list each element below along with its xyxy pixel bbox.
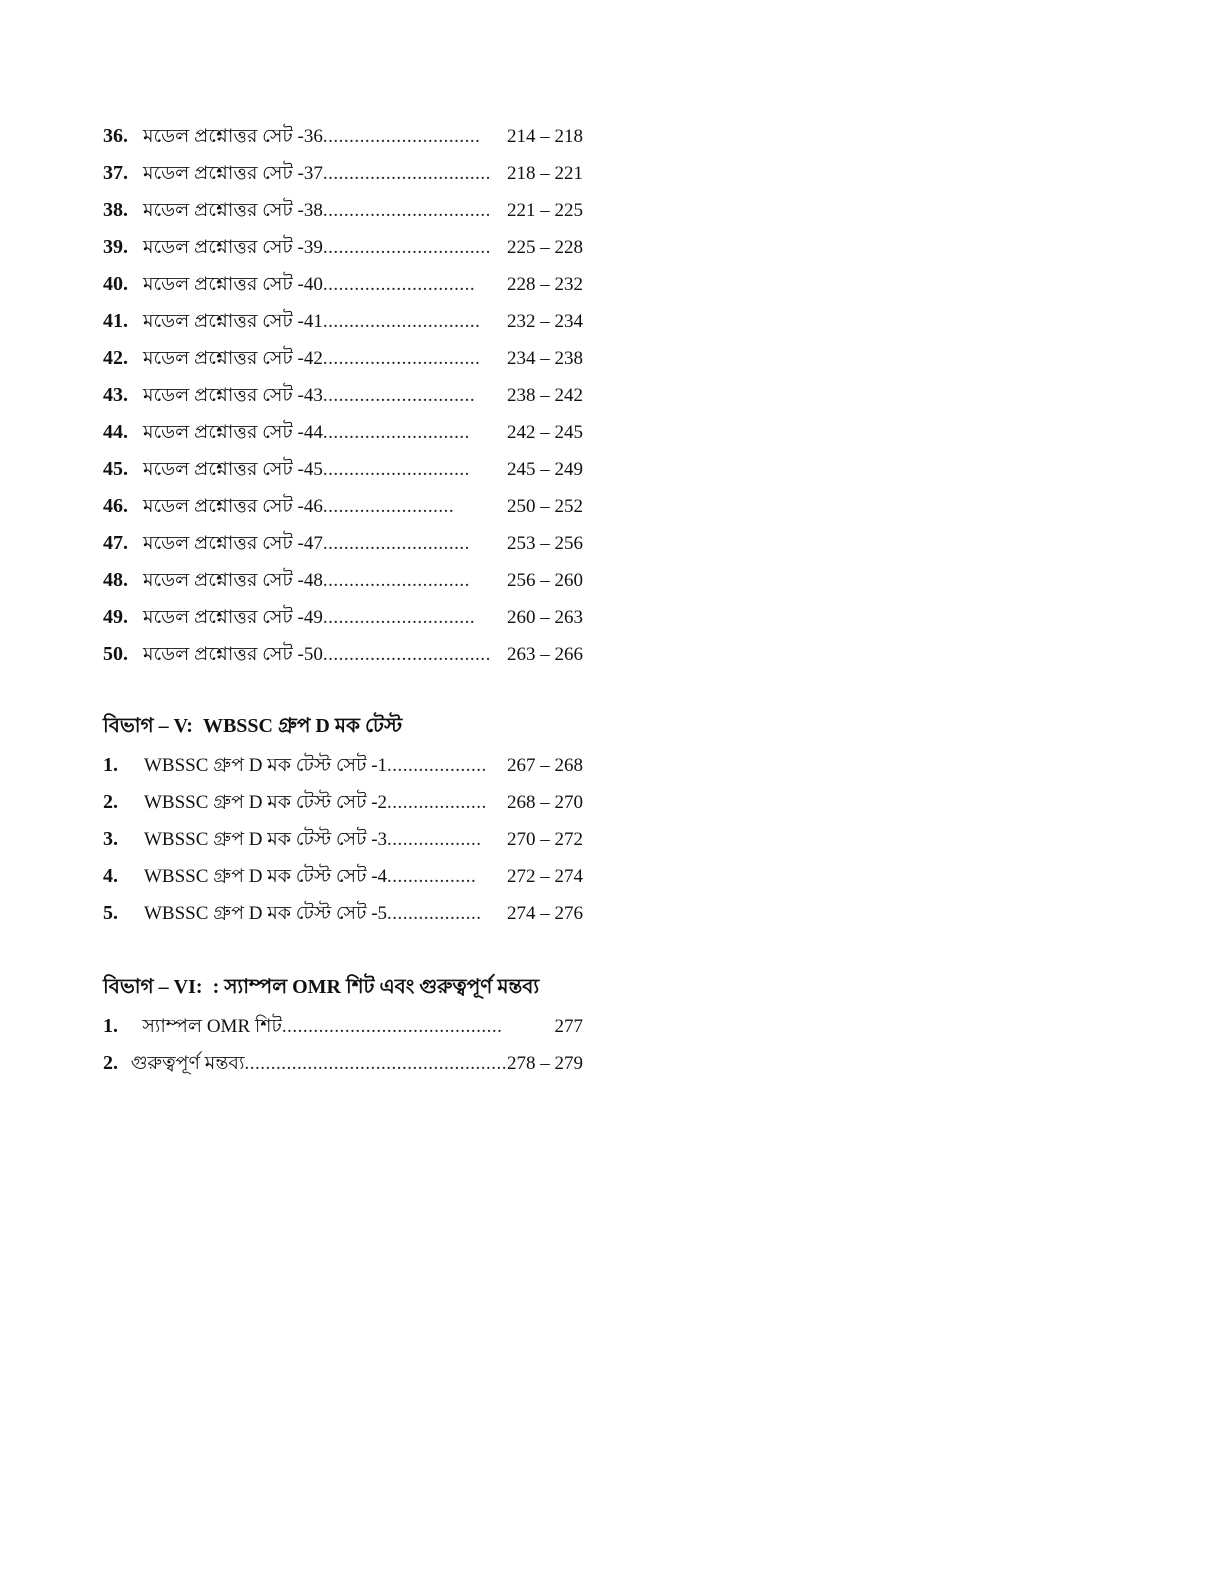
toc-entry — [103, 862, 583, 899]
toc-entry — [103, 122, 583, 159]
entry-title: স্যাম্পল OMR শিট — [142, 1016, 282, 1037]
entry-number: 45. — [103, 458, 128, 480]
toc-entry — [103, 788, 583, 825]
toc-entry — [103, 455, 583, 492]
entry-number: 1. — [103, 1015, 118, 1037]
toc-entry — [103, 307, 583, 344]
entry-number: 44. — [103, 421, 128, 443]
entry-pages: 232 – 234 — [507, 311, 583, 332]
entry-number: 40. — [103, 273, 128, 295]
section-5-label: বিভাগ – V: — [103, 715, 193, 737]
entry-number: 49. — [103, 606, 128, 628]
entry-leader-dots: ................................ — [322, 200, 491, 221]
entry-title: মডেল প্রশ্নোত্তর সেট -36 — [143, 126, 323, 147]
entry-pages: 250 – 252 — [507, 496, 583, 517]
section-5-heading — [103, 711, 583, 751]
entry-leader-dots: ................................ — [322, 644, 491, 665]
entry-title: WBSSC গ্রুপ D মক টেস্ট সেট -5 — [144, 903, 388, 924]
entry-pages: 234 – 238 — [507, 348, 583, 369]
entry-title: মডেল প্রশ্নোত্তর সেট -43 — [143, 385, 323, 406]
entry-title: মডেল প্রশ্নোত্তর সেট -49 — [143, 607, 323, 628]
toc-entry — [103, 344, 583, 381]
entry-leader-dots: .............................. — [322, 311, 481, 332]
entry-pages: 214 – 218 — [507, 126, 583, 147]
entry-pages: 242 – 245 — [507, 422, 583, 443]
entry-title: WBSSC গ্রুপ D মক টেস্ট সেট -3 — [144, 829, 388, 850]
entry-number: 39. — [103, 236, 128, 258]
entry-number: 42. — [103, 347, 128, 369]
entry-leader-dots: .................. — [387, 829, 482, 850]
entry-title: মডেল প্রশ্নোত্তর সেট -46 — [143, 496, 323, 517]
toc-entry — [103, 825, 583, 862]
entry-leader-dots: .................. — [387, 903, 482, 924]
entry-number: 2. — [103, 1052, 118, 1074]
entry-pages: 277 — [554, 1016, 583, 1037]
entry-leader-dots: ................................ — [322, 237, 491, 258]
toc-entry — [103, 566, 583, 603]
entry-number: 2. — [103, 791, 118, 813]
toc-entry — [103, 270, 583, 307]
entry-title: মডেল প্রশ্নোত্তর সেট -48 — [143, 570, 323, 591]
entry-leader-dots: .......................................... — [281, 1016, 503, 1037]
section-6-heading — [103, 972, 583, 1012]
entry-leader-dots: ............................ — [322, 422, 470, 443]
entry-pages: 221 – 225 — [507, 200, 583, 221]
entry-number: 41. — [103, 310, 128, 332]
entry-pages: 253 – 256 — [507, 533, 583, 554]
entry-leader-dots: ................... — [387, 792, 487, 813]
entry-title: মডেল প্রশ্নোত্তর সেট -40 — [143, 274, 323, 295]
entry-number: 37. — [103, 162, 128, 184]
entry-title: WBSSC গ্রুপ D মক টেস্ট সেট -2 — [144, 792, 388, 813]
entry-title: মডেল প্রশ্নোত্তর সেট -44 — [143, 422, 323, 443]
entry-pages: 218 – 221 — [507, 163, 583, 184]
toc-entry — [103, 159, 583, 196]
section-6-title: : স্যাম্পল OMR শিট এবং গুরুত্বপূর্ণ মন্তব্য — [212, 976, 540, 998]
entry-number: 50. — [103, 643, 128, 665]
entry-title: মডেল প্রশ্নোত্তর সেট -37 — [143, 163, 323, 184]
entry-pages: 267 – 268 — [507, 755, 583, 776]
section-5-list — [103, 751, 583, 936]
entry-title: WBSSC গ্রুপ D মক টেস্ট সেট -4 — [144, 866, 388, 887]
toc-entry — [103, 492, 583, 529]
entry-number: 1. — [103, 754, 118, 776]
entry-title: মডেল প্রশ্নোত্তর সেট -39 — [143, 237, 323, 258]
entry-leader-dots: ................. — [387, 866, 477, 887]
entry-number: 4. — [103, 865, 118, 887]
toc-entry — [103, 640, 583, 677]
entry-number: 5. — [103, 902, 118, 924]
entry-pages: 228 – 232 — [507, 274, 583, 295]
entry-leader-dots: ............................ — [322, 459, 470, 480]
section-5-title: WBSSC গ্রুপ D মক টেস্ট — [202, 715, 403, 737]
entry-pages: 274 – 276 — [507, 903, 583, 924]
section-6-label: বিভাগ – VI: — [103, 976, 203, 998]
entry-number: 36. — [103, 125, 128, 147]
entry-leader-dots: .............................. — [322, 126, 481, 147]
toc-entry — [103, 418, 583, 455]
toc-entry — [103, 233, 583, 270]
entry-pages: 225 – 228 — [507, 237, 583, 258]
entry-leader-dots: ............................. — [322, 385, 476, 406]
entry-leader-dots: ................................ — [322, 163, 491, 184]
entry-pages: 263 – 266 — [507, 644, 583, 665]
entry-leader-dots: ............................. — [322, 607, 476, 628]
entry-leader-dots: ............................. — [322, 274, 476, 295]
entry-title: মডেল প্রশ্নোত্তর সেট -42 — [143, 348, 323, 369]
entry-title: মডেল প্রশ্নোত্তর সেট -50 — [143, 644, 323, 665]
entry-number: 47. — [103, 532, 128, 554]
toc-entry — [103, 899, 583, 936]
entry-title: মডেল প্রশ্নোত্তর সেট -45 — [143, 459, 323, 480]
entry-title: মডেল প্রশ্নোত্তর সেট -47 — [143, 533, 323, 554]
entry-number: 48. — [103, 569, 128, 591]
entry-pages: 278 – 279 — [507, 1053, 583, 1074]
entry-leader-dots: ............................ — [322, 533, 470, 554]
entry-leader-dots: .................................................. — [244, 1053, 507, 1074]
entry-title: গুরুত্বপূর্ণ মন্তব্য — [130, 1053, 245, 1074]
entry-number: 46. — [103, 495, 128, 517]
toc-entry — [103, 1049, 583, 1086]
entry-title: মডেল প্রশ্নোত্তর সেট -41 — [143, 311, 323, 332]
entry-leader-dots: ............................ — [322, 570, 470, 591]
entry-pages: 268 – 270 — [507, 792, 583, 813]
entry-pages: 256 – 260 — [507, 570, 583, 591]
entry-pages: 272 – 274 — [507, 866, 583, 887]
table-of-contents — [103, 122, 583, 1086]
toc-entry — [103, 603, 583, 640]
toc-entry — [103, 529, 583, 566]
section-6-list — [103, 1012, 583, 1086]
entry-number: 38. — [103, 199, 128, 221]
entry-leader-dots: ................... — [387, 755, 487, 776]
toc-entry — [103, 751, 583, 788]
entry-leader-dots: .............................. — [322, 348, 481, 369]
model-sets-list — [103, 122, 583, 677]
entry-pages: 238 – 242 — [507, 385, 583, 406]
toc-entry — [103, 1012, 583, 1049]
entry-pages: 260 – 263 — [507, 607, 583, 628]
entry-title: WBSSC গ্রুপ D মক টেস্ট সেট -1 — [144, 755, 388, 776]
entry-number: 3. — [103, 828, 118, 850]
entry-pages: 270 – 272 — [507, 829, 583, 850]
entry-pages: 245 – 249 — [507, 459, 583, 480]
toc-entry — [103, 381, 583, 418]
entry-leader-dots: ......................... — [322, 496, 455, 517]
entry-title: মডেল প্রশ্নোত্তর সেট -38 — [143, 200, 323, 221]
toc-entry — [103, 196, 583, 233]
entry-number: 43. — [103, 384, 128, 406]
